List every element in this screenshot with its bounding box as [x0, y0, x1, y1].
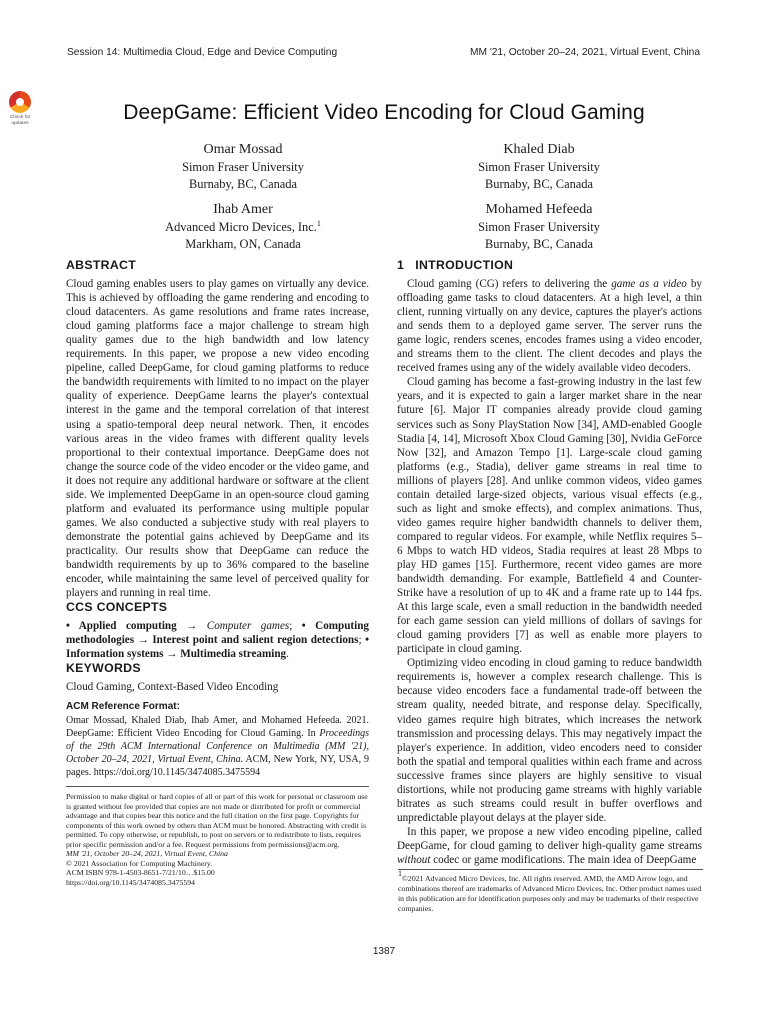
ccs-concepts-text: • Applied computing → Computer games; • Computing methodologies → Interest point and salient region detections; • Information systems → Multimedia streaming. [66, 620, 370, 661]
paper-title: DeepGame: Efficient Video Encoding for Cloud Gaming [123, 101, 645, 124]
author-name: Khaled Diab [503, 142, 575, 157]
abstract-heading: ABSTRACT [66, 258, 137, 272]
permission-text: Permission to make digital or hard copies of all or part of this work for personal or classroom use is granted without fee provided that copies are not made or distributed for profit or commercial advantage and that copies bear this notice and the full citation on the first page. Copyrights for components of this work owned by others than ACM must be honored. Abstracting with credit is permitted. To copy otherwise, or republish, to post on servers or to redistribute to lists, requires prior specific permission and/or a fee. Request permissions from permissions@acm.org. [66, 792, 368, 849]
affiliation-footnote [398, 869, 703, 914]
right-column [397, 258, 702, 867]
author-location: Markham, ON, Canada [185, 236, 301, 251]
author-block [409, 200, 669, 252]
author-name: Ihab Amer [213, 202, 273, 217]
reference-format-heading: ACM Reference Format: [66, 701, 180, 713]
author-name: Mohamed Hefeeda [485, 202, 593, 217]
permission-copyright: © 2021 Association for Computing Machinery. [66, 858, 213, 868]
author-affiliation: Advanced Micro Devices, Inc. [165, 220, 317, 234]
permission-notice [66, 786, 369, 887]
running-header-venue: MM '21, October 20–24, 2021, Virtual Event, China [470, 47, 700, 58]
badge-line-2: updates [11, 120, 29, 126]
ccs-heading: CCS CONCEPTS [66, 600, 168, 615]
intro-paragraph: Cloud gaming (CG) refers to delivering the game as a video by offloading game tasks to cloud datacenters. At a high level, a thin client, running virtually on any device, captures the player's actions and sends them to a deployed game server. The server runs the game logic, renders scenes, encodes frames using a video encoder, and streams them to the client. The client decodes and plays the received frames using any of the widely available video decoders. [397, 278, 702, 375]
footnote-marker: 1 [398, 869, 402, 878]
author-location: Burnaby, BC, Canada [485, 236, 593, 251]
left-column [66, 258, 369, 887]
permission-doi: https://doi.org/10.1145/3474085.3475594 [66, 877, 195, 887]
abstract-text: Cloud gaming enables users to play games on virtually any device. This is achieved by offloading the game rendering and encoding to cloud datacenters. As game resolutions and frame rates increase, cloud gaming platforms face a major challenge to stream high quality games due to the high bandwidth and low latency requirements. In this paper, we propose a new video encoding pipeline, called DeepGame, for cloud gaming platforms to reduce the bandwidth requirements with limited to no impact on the player quality of experience. DeepGame learns the player's contextual interest in the game and the temporal correlation of that interest using a spatio-temporal deep neural network. Then, it encodes various areas in the video frames with different quality levels proportional to their contextual importance. DeepGame does not change the source code of the video encoder or the video game, and it does not require any additional hardware or software at the client side. We implemented DeepGame in an open-source cloud gaming platform and evaluated its performance using multiple popular games. We also conducted a subjective study with real players to demonstrate the potential gains achieved by DeepGame and its practicality. Our results show that DeepGame can reduce the bandwidth requirements by up to 36% compared to the baseline encoder, while maintaining the same level of perceived quality for players and running in real time. [66, 278, 369, 600]
author-block [113, 200, 373, 252]
badge-line-1: Check for [9, 115, 31, 120]
permission-event: MM '21, October 20–24, 2021, Virtual Event, China [66, 849, 228, 859]
intro-paragraph: Cloud gaming has become a fast-growing industry in the last few years, and it is expected to gain a larger market share in the near future [6]. Major IT companies already provide cloud gaming services such as Sony PlayStation Now [34], AMD-enabled Google Stadia [4, 14], Microsoft Xbox Cloud Gaming [30], Nvidia GeForce Now [32], and Amazon Tempo [1]. Large-scale cloud gaming platforms (e.g., Stadia), deliver game streams in real time to millions of players [28]. And unlike common videos, video games contain detailed large-sized objects, various visual effects (e.g., such as light and smoke effects), and complex animations. Thus, video games require higher bandwidth channels to deliver them, compared to regular videos. For example, while Netflix requires 5–6 Mbps to watch HD videos, Stadia requires at least 28 Mbps to play HD games [15]. Furthermore, recent video games are more bandwidth demanding. For example, Battlefield 4 and Counter-Strike have a resolution of up to 4K and a frame rate up to 144 fps. At this large scale, even a small reduction in the bandwidth needed for each game session can yield millions of dollars of savings for cloud gaming providers [7] as well as enable more players to participate in cloud gaming. [397, 376, 702, 656]
author-block [113, 140, 373, 192]
author-name: Omar Mossad [203, 142, 283, 157]
footnote-text: ©2021 Advanced Micro Devices, Inc. All rights reserved. AMD, the AMD Arrow logo, and combinations thereof are trademarks of Advanced Micro Devices, Inc. Other product names used in this publication are for identification purposes only and may be trademarks of their respective companies. [398, 874, 702, 913]
author-location: Burnaby, BC, Canada [485, 176, 593, 191]
running-header-session: Session 14: Multimedia Cloud, Edge and Device Computing [67, 47, 338, 58]
keywords-heading: KEYWORDS [66, 661, 141, 676]
introduction-heading: 1 INTRODUCTION [397, 258, 514, 272]
permission-isbn: ACM ISBN 978-1-4503-8651-7/21/10…$15.00 [66, 868, 215, 878]
author-affiliation: Simon Fraser University [478, 220, 600, 234]
keywords-text: Cloud Gaming, Context-Based Video Encoding [66, 681, 279, 694]
author-affiliation: Simon Fraser University [182, 160, 304, 174]
reference-format-text: Omar Mossad, Khaled Diab, Ihab Amer, and Mohamed Hefeeda. 2021. DeepGame: Efficient Video Encoding for Cloud Gaming. In Proceedings of the 29th ACM International Conference on Multimedia (MM '21), October 20–24, 2021, Virtual Event, China. ACM, New York, NY, USA, 9 pages. https://doi.org/10.1145/3474085.3475594 [66, 715, 369, 779]
intro-paragraph: In this paper, we propose a new video encoding pipeline, called DeepGame, for cloud gaming to deliver high-quality game streams without codec or game modifications. The main idea of DeepGame [397, 825, 702, 866]
author-affiliation: Simon Fraser University [478, 160, 600, 174]
page-number: 1387 [372, 946, 396, 957]
intro-paragraph: Optimizing video encoding in cloud gaming to reduce bandwidth requirements is, however a complex research challenge. This is because video encoders face a fundamental trade-off between the stream quality, needed bitrate, and response delay. Specifically, video games require high bitrates, which increases the network transmission and processing delays. This may negatively impact the player's experience. In addition, video encoders need to consider both the spatial and temporal qualities within each frame and across successive frames since players are highly sensitive to visual distortions, while not producing game streams with highly variable bitrates as such streams could result in buffer overflows and unpredictable playout delays at the player side. [397, 657, 702, 824]
author-location: Burnaby, BC, Canada [189, 176, 297, 191]
footnote-marker: 1 [316, 219, 321, 228]
author-block [409, 140, 669, 192]
